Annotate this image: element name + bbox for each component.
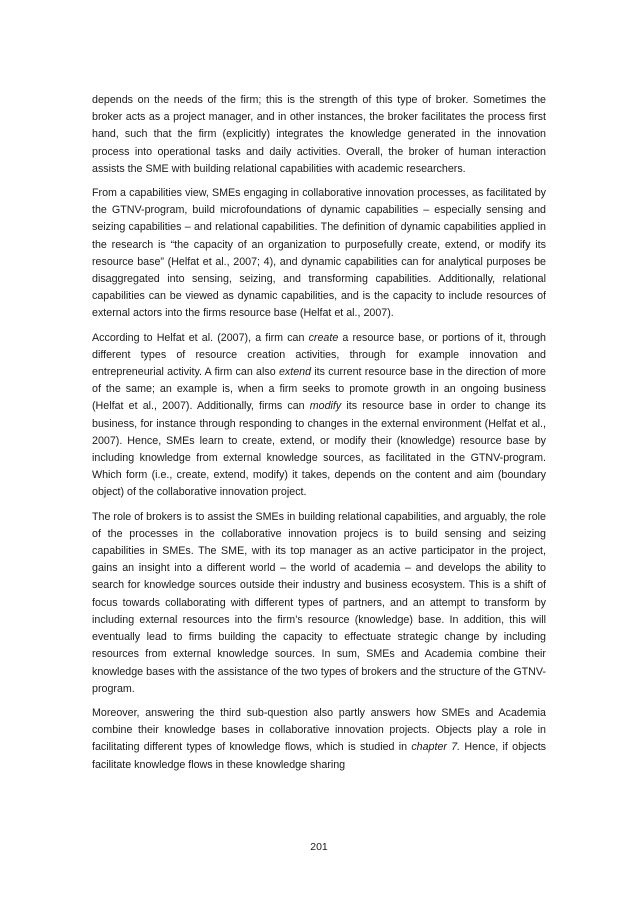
text-span: its current resource base in the direction of more of the same; an example is, when a firm seeks to promote growth in an ongoing business (Helfat et al., 2007). Additionally, firms can	[92, 366, 546, 413]
emphasis-chapter-ref: chapter 7.	[411, 741, 461, 754]
text-span: its resource base in order to change its business, for instance through responding to changes in the external environment (Helfat et al., 2007). Hence, SMEs learn to create, extend, or modify their (knowledge) resource base by including knowledge from external knowledge sources, as facilitated in the GTNV-program. Which form (i.e., create, extend, modify) it takes, depends on the content and aim (boundary object) of the collaborative innovation project.	[92, 400, 546, 499]
emphasis-extend: extend	[278, 366, 312, 379]
paragraph-resource-base	[92, 330, 546, 502]
emphasis-modify: modify	[309, 400, 342, 413]
page-number: 201	[310, 841, 328, 853]
paragraph-broker-role: depends on the needs of the firm; this is the strength of this type of broker. Sometimes the broker acts as a project manager, and in other instances, the broker facilitates the process first hand, such that the firm (explicitly) integrates the knowledge generated in the innovation process into operational tasks and daily activities. Overall, the broker of human interaction assists the SME with building relational capabilities with academic researchers.	[92, 94, 546, 175]
paragraph-capabilities-view: From a capabilities view, SMEs engaging in collaborative innovation processes, as facilitated by the GTNV-program, build microfoundations of dynamic capabilities – especially sensing and seizing capabilities – and relational capabilities. The definition of dynamic capabilities applied in the research is “the capacity of an organization to purposefully create, extend, or modify its resource base” (Helfat et al., 2007; 4), and dynamic capabilities can for analytical purposes be disaggregated into sensing, seizing, and transforming capabilities. Additionally, relational capabilities can be viewed as dynamic capabilities, and is the capacity to include resources of external actors into the firms resource base (Helfat et al., 2007).	[92, 187, 546, 320]
text-span: Hence, if objects facilitate knowledge flows in these knowledge sharing	[92, 741, 547, 771]
text-span: Moreover, answering the third sub-question also partly answers how SMEs and Academia combine their knowledge bases in collaborative innovation projects. Objects play a role in facilitating different types of knowledge flows, which is studied in	[92, 706, 546, 754]
emphasis-create: create	[308, 331, 339, 344]
body-text	[92, 92, 546, 781]
paragraph-brokers-smes: The role of brokers is to assist the SMEs in building relational capabilities, and arguably, the role of the processes in the collaborative innovation projecs is to build sensing and seizing capabilities in SMEs. The SME, with its top manager as an active participator in the project, gains an insight into a different world – the world of academia – and develops the ability to search for knowledge sources outside their industry and business ecosystem. This is a shift of focus towards collaborating with different types of partners, and an attempt to transform by including external resources into the firm’s resource (knowledge) base. In addition, this will eventually lead to firms building the capacity to effectuate strategic change by including resources from external knowledge sources. In sum, SMEs and Academia combine their knowledge bases with the assistance of the two types of brokers and the structure of the GTNV-program.	[92, 510, 546, 695]
text-span: According to Helfat et al. (2007), a firm can	[92, 331, 309, 344]
text-span: a resource base, or portions of it, through different types of resource creation activities, through for example innovation and entrepreneurial activity. A firm can also	[92, 331, 546, 379]
paragraph-third-subquestion	[92, 705, 546, 774]
